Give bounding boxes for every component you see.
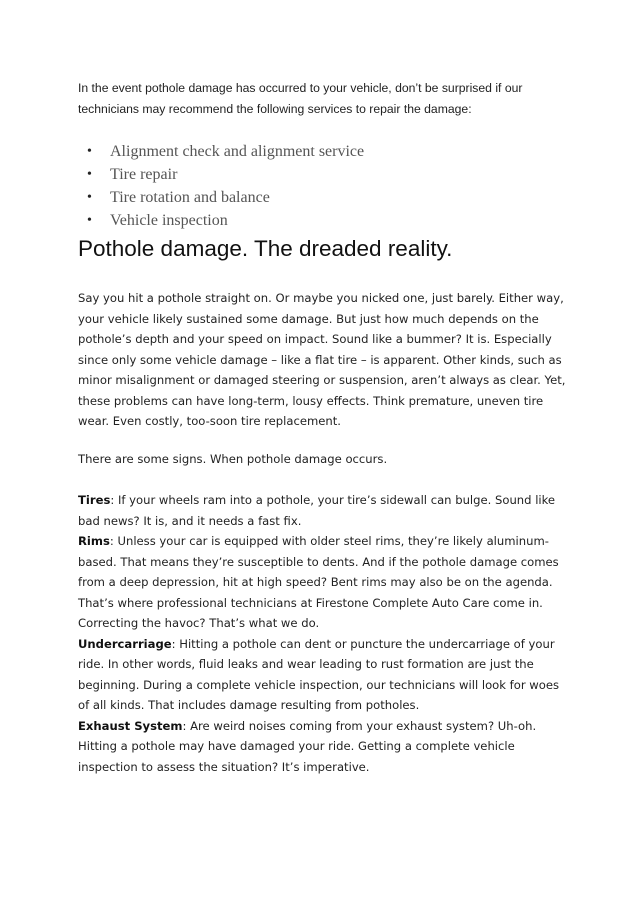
service-label: Alignment check and alignment service	[110, 143, 365, 160]
sign-text-undercarriage: : Hitting a pothole can dent or puncture the undercarriage of your ride. In other words, fluid leaks and wear leading to rust formation are just the beginning. During a complete vehicle inspection, our technicians will look for woes of all kinds. That includes damage resulting from potholes.	[78, 636, 560, 712]
sign-label-undercarriage: Undercarriage	[78, 636, 172, 651]
bullet-icon: •	[87, 167, 92, 182]
sign-label-tires: Tires	[78, 493, 111, 507]
services-list	[78, 140, 558, 232]
sign-label-rims: Rims	[78, 534, 110, 548]
body-paragraph-impact: Say you hit a pothole straight on. Or maybe you nicked one, just barely. Either way, your vehicle likely sustained some damage. But just how much depends on the pothole’s depth and your speed on impact. Sound like a bummer? It is. Especially since only some vehicle damage – like a flat tire – is apparent. Other kinds, such as minor misalignment or damaged steering or suspension, aren’t always as clear. Yet, these problems can have long-term, lousy effects. Think premature, uneven tire wear. Even costly, too-soon tire replacement.	[78, 291, 566, 428]
list-item	[78, 186, 558, 209]
sign-label-exhaust: Exhaust System	[78, 718, 183, 733]
bullet-icon: •	[87, 190, 92, 205]
service-label: Vehicle inspection	[110, 212, 228, 229]
body-paragraph-signs: There are some signs. When pothole damage occurs.	[78, 452, 388, 466]
service-label: Tire repair	[110, 166, 178, 183]
sign-text-exhaust: : Are weird noises coming from your exhaust system? Uh-oh. Hitting a pothole may have damaged your ride. Getting a complete vehicle inspection to assess the situation? It’s imperative.	[78, 718, 537, 774]
bullet-icon: •	[87, 213, 92, 228]
signs-block	[78, 490, 568, 777]
section-heading: Pothole damage. The dreaded reality.	[78, 236, 453, 261]
intro-paragraph: In the event pothole damage has occurred to your vehicle, don’t be surprised if our technicians may recommend the following services to repair the damage:	[78, 81, 523, 116]
list-item	[78, 140, 558, 163]
list-item	[78, 209, 558, 232]
list-item	[78, 163, 558, 186]
sign-text-rims: : Unless your car is equipped with older steel rims, they’re likely aluminum-based. That means they’re susceptible to dents. And if the pothole damage comes from a deep depression, hit at high speed? Bent rims may also be on the agenda. That’s where professional technicians at Firestone Complete Auto Care come in. Correcting the havoc? That’s what we do.	[78, 534, 559, 630]
bullet-icon: •	[87, 144, 92, 159]
service-label: Tire rotation and balance	[110, 189, 270, 206]
sign-text-tires: : If your wheels ram into a pothole, your tire’s sidewall can bulge. Sound like bad news? It is, and it needs a fast fix.	[78, 493, 556, 528]
